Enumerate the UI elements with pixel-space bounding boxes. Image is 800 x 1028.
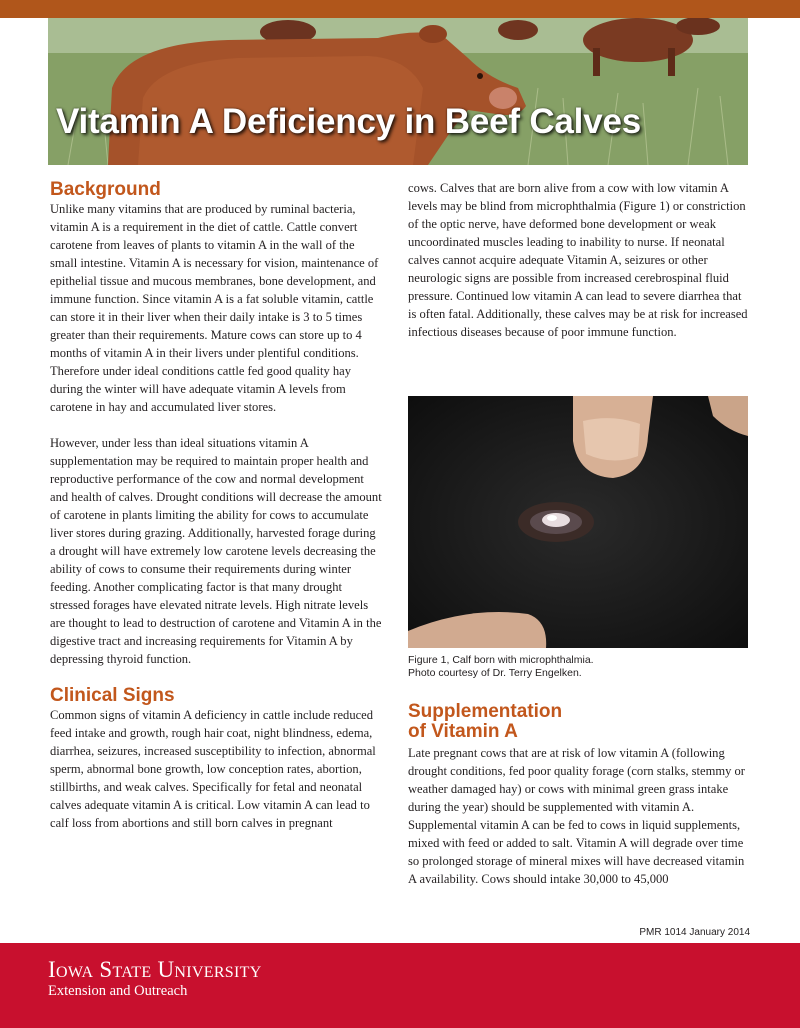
cattle-pasture-photo	[48, 18, 748, 165]
background-heading: Background	[50, 179, 161, 200]
publication-id: PMR 1014 January 2014	[639, 927, 750, 938]
figure-caption-line-2: Photo courtesy of Dr. Terry Engelken.	[408, 667, 582, 679]
top-accent-bar	[0, 0, 800, 18]
figure-caption	[408, 654, 748, 680]
supplementation-paragraph-1: Late pregnant cows that are at risk of low vitamin A (following drought conditions, fed poor quality forage (corn stalks, stemmy or weather damaged hay) or cows with minimal green grass intake during the year) should be supplemented with vitamin A. Supplemental vitamin A can be fed to cows in liquid supplements, mixed with feed or added to salt. Vitamin A will degrade over time so prolonged storage of mineral mixes will have decreased vitamin A availability. Cows should intake 30,000 to 45,000	[408, 746, 745, 886]
supplementation-heading-line-1: Supplementation	[408, 701, 563, 722]
figure-calf-eye-photo	[408, 396, 748, 648]
footer-band	[0, 943, 800, 1028]
background-paragraph-1: Unlike many vitamins that are produced by ruminal bacteria, vitamin A is a requirement in the diet of cattle. Cattle convert carotene from leaves of plants to vitamin A in the wall of the small intestine. Vitamin A is necessary for vision, maintenance of epithelial tissue and mucous membranes, bone development, and immune function. Since vitamin A is a fat soluble vitamin, cattle can store it in their liver when their daily intake is 3 to 5 times greater than their requirements. Mature cows can store up to 4 months of vitamin A in their livers under plentiful conditions. Therefore under ideal conditions cattle fed good quality hay during the winter will have adequate vitamin A levels from carotene in hay and accumulated liver stores.	[50, 202, 379, 414]
right-column-top	[408, 179, 748, 341]
background-paragraph-2: However, under less than ideal situations vitamin A supplementation may be required to maintain proper health and reproductive performance of the cow and normal development and health of calves. Drought conditions will decrease the amount of carotene in plants limiting the ability for cows to accumulate liver stores during grazing. Additionally, harvested forage during a drought will have extremely low carotene levels decreasing the ability of cows to consume their requirements during winter feeding. Another complicating factor is that many drought stressed forages have elevated nitrate levels. High nitrate levels are thought to lead to destruction of carotene and Vitamin A in the digestive tract and increasing requirements for Vitamin A by depressing thyroid function.	[50, 436, 382, 666]
clinical-signs-paragraph-1: Common signs of vitamin A deficiency in cattle include reduced feed intake and growth, rough hair coat, night blindness, edema, diarrhea, seizures, increased susceptibility to infection, abnormal sperm, abnormal bone growth, low conception rates, abortion, stillbirths, and weak calves. Specifically for fetal and neonatal calves adequate vitamin A is critical. Low vitamin A can lead to calf loss from abortions and still born calves in pregnant	[50, 708, 376, 830]
clinical-signs-heading: Clinical Signs	[50, 685, 175, 706]
figure-caption-line-1: Figure 1, Calf born with microphthalmia.	[408, 654, 594, 666]
supplementation-heading-line-2: of Vitamin A	[408, 721, 518, 742]
supplementation-section	[408, 702, 748, 888]
page-title: Vitamin A Deficiency in Beef Calves	[56, 102, 641, 141]
university-name: Iowa State University	[48, 957, 262, 982]
university-wordmark	[48, 957, 262, 983]
clinical-signs-paragraph-2: cows. Calves that are born alive from a cow with low vitamin A levels may be blind from microphthalmia (Figure 1) or constriction of the optic nerve, have deformed bone development or weak uncoordinated muscles leading to inability to nurse. If neonatal calves cannot acquire adequate Vitamin A, seizures or other neurologic signs are possible from increased cerebrospinal fluid pressure. Continued low vitamin A can lead to severe diarrhea that is often fatal. Additionally, these calves may be at risk for increased infectious diseases because of poor immune function.	[408, 181, 748, 339]
header-banner	[48, 18, 748, 165]
extension-outreach-label: Extension and Outreach	[48, 983, 188, 999]
calf-microphthalmia-photo	[408, 396, 748, 648]
left-column	[50, 180, 383, 832]
